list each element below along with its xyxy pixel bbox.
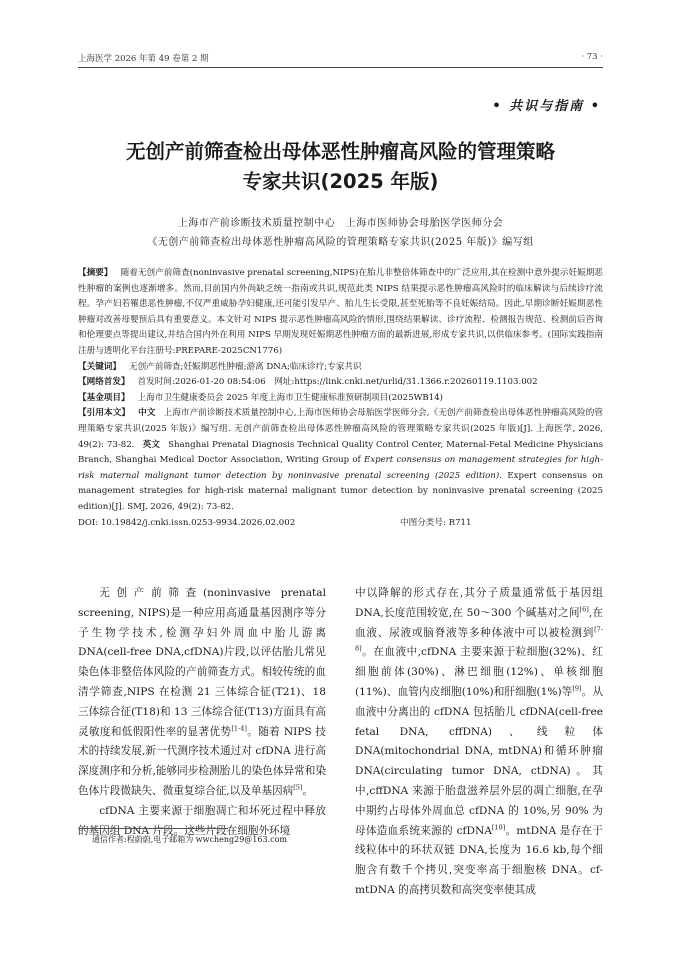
paragraph-text: 无创产前筛查(noninvasive prenatal screening, NIPS)是一种应用高通量基因测序等分子生物学技术,检测孕妇外周血中胎儿游离 DNA(cell-free DNA,cfDNA)片段,以评估胎儿常见染色体非整倍体风险的产前筛查方式。相较传统的血清学筛查,NIPS 在检测 21 三体综合征(T21)、18 三体综合征(T18)和 13 三体综合征(T13)方面具有高灵敏度和低假阳性率的显著优势 [78, 587, 326, 738]
section-label: • 共识与指南 • [492, 99, 601, 114]
authors-line-1: 上海市产前诊断技术质量控制中心 上海市医师协会母胎医学医师分会 [177, 218, 504, 229]
citation-en-label: 英文 [142, 439, 161, 450]
keywords-label: 【关键词】 [78, 361, 121, 372]
doi-row [78, 516, 603, 532]
funding-text: 上海市卫生健康委员会 2025 年度上海市卫生健康标准预研制项目(2025WB14) [137, 392, 444, 403]
author-block [78, 214, 603, 252]
abstract-text: 随着无创产前筛查(noninvasive prenatal screening,NIPS)在胎儿非整倍体筛查中的广泛应用,其在检测中意外提示妊娠期恶性肿瘤的案例也逐渐增多。然而,目前国内外尚缺乏统一指南或共识,规范此类 NIPS 结果提示恶性肿瘤高风险时的临床解读与后续诊疗流程。孕产妇若罹患恶性肿瘤,不仅严重威胁孕妇健康,还可能引发早产、胎儿生长受限,甚至死胎等不良妊娠结局。因此,早期诊断妊娠期恶性肿瘤对改善母婴预后具有重要意义。本文针对 NIPS 提示恶性肿瘤高风险的情形,围绕结果解读、诊疗流程、检测报告规范、检测前后咨询和伦理要点等提出建议,并结合国内外在利用 NIPS 早期发现妊娠期恶性肿瘤方面的最新进展,形成专家共识,以供临床参考。(国际实践指南注册与透明化平台注册号:PREPARE-2025CN1776) [78, 268, 603, 356]
paragraph-text: 中以降解的形式存在,其分子质量通常低于基因组 DNA,长度范围较宽,在 50～300 个碱基对之间 [355, 587, 603, 619]
header-rule [78, 67, 603, 68]
body-paragraph-2: cfDNA 主要来源于细胞凋亡和坏死过程中释放的基因组 DNA 片段。这些片段在细胞外环境 [78, 804, 326, 837]
abstract-label: 【摘要】 [78, 268, 113, 278]
title-line-1: 无创产前筛查检出母体恶性肿瘤高风险的管理策略 [125, 140, 555, 163]
citation-ref: [1-4] [231, 724, 247, 733]
keywords-text: 无创产前筛查;妊娠期恶性肿瘤;游离 DNA;临床诊疗;专家共识 [128, 361, 362, 372]
article-metadata [78, 266, 603, 531]
doi: DOI: 10.19842/j.cnki.issn.0253-9934.2026.02.002 [78, 517, 296, 528]
abstract [78, 266, 603, 360]
funding-label: 【基金项目】 [78, 392, 130, 403]
body-paragraph-2-cont [355, 584, 603, 901]
paragraph-text: 。从血液中分离出的 cfDNA 包括胎儿 cfDNA(cell-free fetal DNA, cffDNA)、线粒体 DNA(mitochondrial DNA, mtDNA)和循环肿瘤 DNA(circulating tumor DNA, ctDNA)。其中,cffDNA 来源于胎盘滋养层外层的凋亡细胞,在孕中期约占母体外周血总 cfDNA 的 10%,另 90% 为母体造血系统来源的 cfDNA [355, 685, 604, 837]
page-number: · 73 · [581, 52, 603, 62]
funding [78, 391, 603, 407]
footnote-rule [78, 828, 228, 829]
paragraph-text: 。mtDNA 是存在于线粒体中的环状双链 DNA,长度为 16.6 kb,每个细胞含有数千个拷贝,突变率高于细胞核 DNA。cf-mtDNA 的高拷贝数和高突变率使其成 [355, 824, 603, 896]
citation-label: 【引用本文】 [78, 408, 131, 419]
paragraph-text: ,在血液、尿液或脑脊液等多种体液中可以被检测到 [355, 606, 603, 639]
authors-line-2: 《无创产前筛查检出母体恶性肿瘤高风险的管理策略专家共识(2025 年版)》编写组 [147, 237, 534, 248]
citation-ref: [7-8] [355, 625, 603, 653]
body-paragraph-1 [78, 584, 326, 802]
title-line-2: 专家共识(2025 年版) [242, 170, 439, 193]
clc-number: 中图分类号: R711 [400, 517, 472, 528]
body-column-right [355, 584, 603, 901]
citation-cn-label: 中文 [138, 408, 156, 419]
corresponding-author-footnote: 通信作者:程蔚蔚,电子邮箱为 wwcheng29@163.com [92, 835, 287, 844]
online-label: 【网络首发】 [78, 377, 130, 388]
citation-ref: [10] [491, 823, 506, 832]
article-title [78, 137, 603, 197]
citation-en-text-2: . Expert consensus on management strategies for high-risk maternal malignant tumor detection by noninvasive prenatal screening (2025 edition)[J]. SMJ, 2026, 49(2): 73-82. [78, 470, 603, 512]
citation [78, 406, 603, 515]
paragraph-text: 。在血液中,cfDNA 主要来源于粒细胞(32%)、红细胞前体(30%)、淋巴细胞(12%)、单核细胞(11%)、血管内皮细胞(10%)和肝细胞(1%)等 [355, 646, 603, 698]
paragraph-text: 。随着 NIPS 技术的持续发展,新一代测序技术通过对 cfDNA 进行高深度测序和分析,能够同步检测胎儿的染色体异常和染色体片段微缺失、微重复综合征,以及单基因病 [78, 725, 326, 797]
citation-cn-text: 上海市产前诊断技术质量控制中心,上海市医师协会母胎医学医师分会,《无创产前筛查检出母体恶性肿瘤高风险的管理策略专家共识(2025 年版)》编写组. 无创产前筛查检出母体恶性肿瘤高风险的管理策略专家共识(2025 年版)[J]. 上海医学, 2026, 49(2): 73-82. [78, 408, 603, 450]
citation-ref: [5] [293, 783, 303, 792]
journal-issue: 上海医学 2026 年第 49 卷第 2 期 [78, 54, 209, 64]
citation-ref: [6] [579, 605, 589, 614]
citation-en-italic: Expert consensus on management strategies for high-risk maternal malignant tumor detection by noninvasive prenatal screening (2025 edition) [78, 455, 603, 481]
citation-en-text-1: Shanghai Prenatal Diagnosis Technical Quality Control Center, Maternal-Fetal Medicine Physicians Branch, Shanghai Medical Doctor Association, Writing Group of [78, 439, 603, 466]
paragraph-text: 。 [302, 784, 314, 797]
citation-ref: [9] [572, 684, 582, 693]
keywords [78, 360, 603, 376]
online-text: 首发时间:2026-01-20 08:54:06 网址:https://link.cnki.net/urlid/31.1366.r.20260119.1103.002 [137, 377, 538, 388]
online-first [78, 375, 603, 391]
body-column-left [78, 584, 326, 841]
